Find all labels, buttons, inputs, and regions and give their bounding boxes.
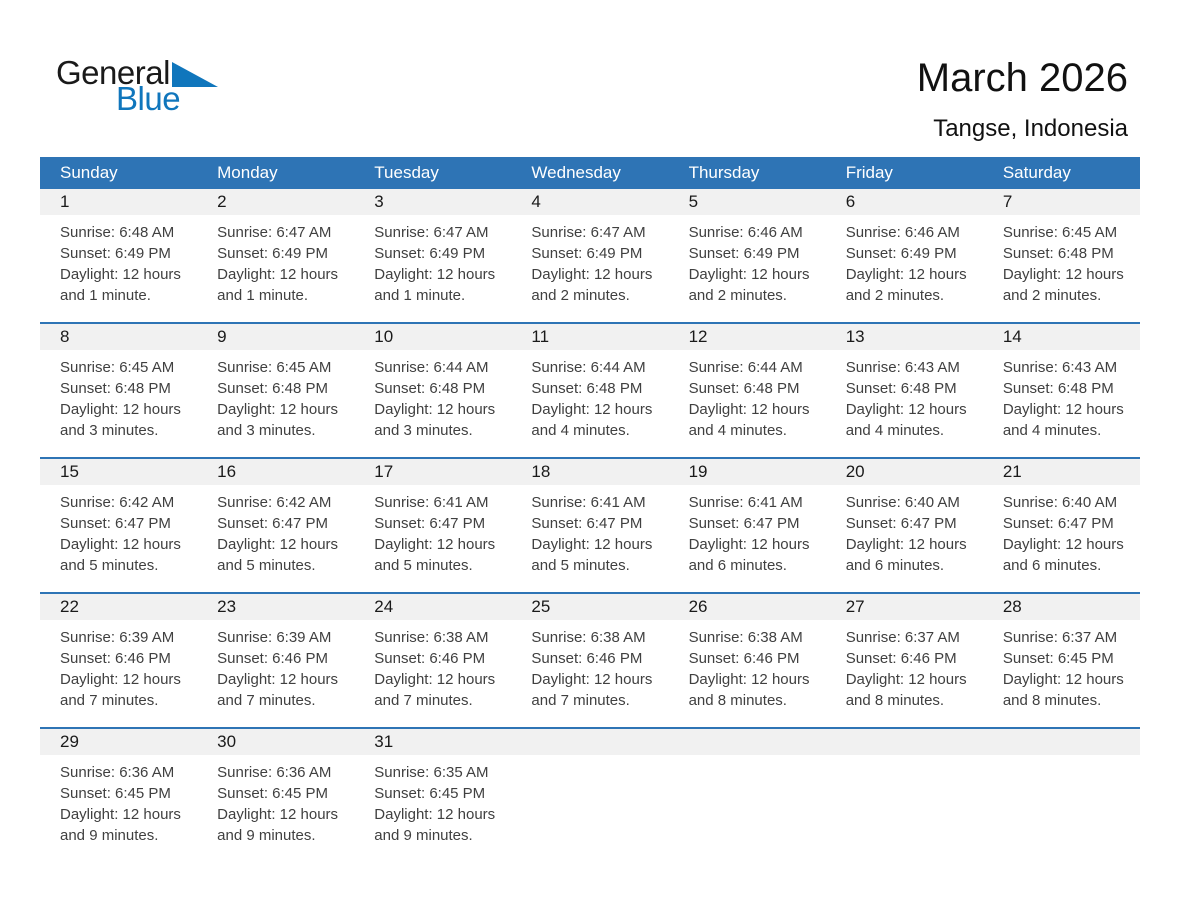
sunset-text: Sunset: 6:47 PM: [217, 515, 329, 532]
sunset-text: Sunset: 6:46 PM: [688, 650, 800, 667]
week-row-2: [40, 322, 1140, 457]
sunrise-text: Sunrise: 6:41 AM: [688, 494, 803, 511]
daylight-text-line2: and 8 minutes.: [845, 692, 945, 709]
day-sun-info: [354, 215, 511, 306]
calendar-cell-empty: [669, 729, 826, 862]
sunset-text: Sunset: 6:47 PM: [1002, 515, 1114, 532]
date-number: 27: [826, 594, 983, 620]
sunrise-text: Sunrise: 6:40 AM: [1002, 494, 1118, 511]
daylight-text-line1: Daylight: 12 hours: [374, 806, 496, 823]
calendar-cell-empty: [826, 729, 983, 862]
sunset-text: Sunset: 6:48 PM: [1002, 245, 1114, 262]
calendar-table: [40, 157, 1140, 862]
calendar-body: [40, 189, 1140, 862]
date-number: 28: [983, 594, 1140, 620]
day-sun-info: [511, 215, 668, 306]
calendar-cell-day-14: [983, 324, 1140, 457]
date-number: 8: [40, 324, 197, 350]
calendar-cell-day-5: [669, 189, 826, 322]
date-number: 26: [669, 594, 826, 620]
calendar-cell-day-25: [511, 594, 668, 727]
calendar-cell-empty: [983, 729, 1140, 862]
daylight-text-line2: and 6 minutes.: [1002, 557, 1102, 574]
daylight-text-line1: Daylight: 12 hours: [1002, 536, 1124, 553]
daylight-text-line2: and 7 minutes.: [217, 692, 316, 709]
daylight-text-line1: Daylight: 12 hours: [688, 266, 810, 283]
day-sun-info: [983, 215, 1140, 306]
daylight-text-line2: and 5 minutes.: [531, 557, 630, 574]
sunrise-text: Sunrise: 6:47 AM: [374, 224, 489, 241]
sunset-text: Sunset: 6:48 PM: [845, 380, 957, 397]
day-sun-info: [40, 755, 197, 846]
daylight-text-line2: and 4 minutes.: [845, 422, 945, 439]
date-number: 16: [197, 459, 354, 485]
sunrise-text: Sunrise: 6:36 AM: [217, 764, 332, 781]
sunrise-text: Sunrise: 6:47 AM: [531, 224, 646, 241]
sunset-text: Sunset: 6:49 PM: [374, 245, 486, 262]
calendar-cell-day-10: [354, 324, 511, 457]
daylight-text-line1: Daylight: 12 hours: [845, 401, 967, 418]
calendar-cell-day-24: [354, 594, 511, 727]
daylight-text-line1: Daylight: 12 hours: [374, 536, 496, 553]
date-number: [983, 729, 1140, 755]
sunset-text: Sunset: 6:46 PM: [217, 650, 329, 667]
date-number: 7: [983, 189, 1140, 215]
weekday-monday: Monday: [217, 163, 278, 182]
sunrise-text: Sunrise: 6:42 AM: [217, 494, 332, 511]
date-number: 5: [669, 189, 826, 215]
calendar-cell-empty: [511, 729, 668, 862]
sunrise-text: Sunrise: 6:44 AM: [531, 359, 646, 376]
sunset-text: Sunset: 6:47 PM: [531, 515, 643, 532]
calendar-cell-day-3: [354, 189, 511, 322]
sunrise-text: Sunrise: 6:45 AM: [1002, 224, 1118, 241]
sunset-text: Sunset: 6:49 PM: [217, 245, 329, 262]
weekday-saturday: Saturday: [1002, 163, 1071, 182]
daylight-text-line2: and 9 minutes.: [60, 827, 159, 844]
date-number: 11: [511, 324, 668, 350]
week-row-5: [40, 727, 1140, 862]
daylight-text-line2: and 4 minutes.: [1002, 422, 1102, 439]
daylight-text-line2: and 5 minutes.: [374, 557, 473, 574]
daylight-text-line1: Daylight: 12 hours: [1002, 401, 1124, 418]
sunset-text: Sunset: 6:48 PM: [688, 380, 800, 397]
sunset-text: Sunset: 6:48 PM: [60, 380, 171, 397]
date-number: 29: [40, 729, 197, 755]
calendar-cell-day-17: [354, 459, 511, 592]
daylight-text-line1: Daylight: 12 hours: [1002, 671, 1124, 688]
date-number: 31: [354, 729, 511, 755]
location-subtitle: Tangse, Indonesia: [933, 115, 1128, 142]
daylight-text-line1: Daylight: 12 hours: [688, 671, 810, 688]
sunset-text: Sunset: 6:47 PM: [688, 515, 800, 532]
daylight-text-line1: Daylight: 12 hours: [1002, 266, 1124, 283]
date-number: 19: [669, 459, 826, 485]
date-number: 1: [40, 189, 197, 215]
day-sun-info: [197, 215, 354, 306]
sunrise-text: Sunrise: 6:44 AM: [374, 359, 489, 376]
daylight-text-line2: and 1 minute.: [374, 287, 466, 304]
sunset-text: Sunset: 6:46 PM: [60, 650, 171, 667]
calendar-cell-day-28: [983, 594, 1140, 727]
sunset-text: Sunset: 6:47 PM: [845, 515, 957, 532]
calendar-cell-day-12: [669, 324, 826, 457]
sunrise-text: Sunrise: 6:39 AM: [217, 629, 332, 646]
daylight-text-line2: and 9 minutes.: [217, 827, 316, 844]
sunrise-text: Sunrise: 6:47 AM: [217, 224, 332, 241]
sunrise-text: Sunrise: 6:37 AM: [845, 629, 960, 646]
day-sun-info: [826, 485, 983, 576]
day-sun-info: [354, 350, 511, 441]
sunset-text: Sunset: 6:46 PM: [845, 650, 957, 667]
day-sun-info: [354, 620, 511, 711]
day-sun-info: [197, 620, 354, 711]
sunrise-text: Sunrise: 6:45 AM: [217, 359, 332, 376]
date-number: 3: [354, 189, 511, 215]
date-number: 18: [511, 459, 668, 485]
day-sun-info: [511, 350, 668, 441]
day-sun-info: [983, 620, 1140, 711]
date-number: 23: [197, 594, 354, 620]
sunrise-text: Sunrise: 6:43 AM: [845, 359, 960, 376]
sunset-text: Sunset: 6:49 PM: [531, 245, 643, 262]
date-number: 21: [983, 459, 1140, 485]
weekday-thursday: Thursday: [688, 163, 760, 182]
daylight-text-line2: and 7 minutes.: [374, 692, 473, 709]
date-number: [826, 729, 983, 755]
weekday-sunday: Sunday: [60, 163, 118, 182]
day-sun-info: [40, 485, 197, 576]
sunrise-text: Sunrise: 6:38 AM: [688, 629, 803, 646]
daylight-text-line2: and 6 minutes.: [688, 557, 787, 574]
calendar-cell-day-7: [983, 189, 1140, 322]
sunset-text: Sunset: 6:46 PM: [531, 650, 643, 667]
daylight-text-line2: and 6 minutes.: [845, 557, 945, 574]
day-sun-info: [669, 215, 826, 306]
daylight-text-line1: Daylight: 12 hours: [60, 671, 181, 688]
sunrise-text: Sunrise: 6:46 AM: [688, 224, 803, 241]
date-number: 22: [40, 594, 197, 620]
daylight-text-line1: Daylight: 12 hours: [845, 671, 967, 688]
day-sun-info: [983, 350, 1140, 441]
sunset-text: Sunset: 6:48 PM: [531, 380, 643, 397]
sunset-text: Sunset: 6:47 PM: [374, 515, 486, 532]
daylight-text-line1: Daylight: 12 hours: [60, 401, 181, 418]
date-number: 6: [826, 189, 983, 215]
daylight-text-line1: Daylight: 12 hours: [531, 266, 653, 283]
daylight-text-line1: Daylight: 12 hours: [374, 266, 496, 283]
calendar-cell-day-15: [40, 459, 197, 592]
sunset-text: Sunset: 6:45 PM: [217, 785, 329, 802]
calendar-cell-day-29: [40, 729, 197, 862]
weekday-wednesday: Wednesday: [531, 163, 621, 182]
daylight-text-line1: Daylight: 12 hours: [845, 266, 967, 283]
sunset-text: Sunset: 6:49 PM: [845, 245, 957, 262]
daylight-text-line2: and 3 minutes.: [217, 422, 316, 439]
daylight-text-line2: and 3 minutes.: [374, 422, 473, 439]
sunset-text: Sunset: 6:49 PM: [60, 245, 171, 262]
day-sun-info: [354, 485, 511, 576]
daylight-text-line1: Daylight: 12 hours: [374, 671, 496, 688]
day-sun-info: [826, 350, 983, 441]
sunrise-text: Sunrise: 6:38 AM: [531, 629, 646, 646]
daylight-text-line1: Daylight: 12 hours: [688, 536, 810, 553]
day-sun-info: [197, 485, 354, 576]
week-row-1: [40, 189, 1140, 322]
calendar-cell-day-31: [354, 729, 511, 862]
general-blue-logo: [56, 56, 218, 115]
sunrise-text: Sunrise: 6:48 AM: [60, 224, 175, 241]
daylight-text-line1: Daylight: 12 hours: [688, 401, 810, 418]
sunrise-text: Sunrise: 6:38 AM: [374, 629, 489, 646]
daylight-text-line2: and 9 minutes.: [374, 827, 473, 844]
daylight-text-line1: Daylight: 12 hours: [531, 401, 653, 418]
day-sun-info: [983, 485, 1140, 576]
page-header: [0, 0, 1188, 157]
day-sun-info: [826, 215, 983, 306]
day-sun-info: [511, 485, 668, 576]
date-number: 9: [197, 324, 354, 350]
calendar-cell-day-18: [511, 459, 668, 592]
daylight-text-line2: and 2 minutes.: [1002, 287, 1102, 304]
daylight-text-line1: Daylight: 12 hours: [217, 671, 339, 688]
date-number: 12: [669, 324, 826, 350]
weekday-tuesday: Tuesday: [374, 163, 439, 182]
sunrise-text: Sunrise: 6:46 AM: [845, 224, 960, 241]
daylight-text-line1: Daylight: 12 hours: [531, 536, 653, 553]
daylight-text-line1: Daylight: 12 hours: [217, 401, 339, 418]
daylight-text-line1: Daylight: 12 hours: [217, 266, 339, 283]
calendar-cell-day-27: [826, 594, 983, 727]
daylight-text-line2: and 8 minutes.: [688, 692, 787, 709]
daylight-text-line1: Daylight: 12 hours: [217, 806, 339, 823]
daylight-text-line1: Daylight: 12 hours: [60, 536, 181, 553]
sunrise-text: Sunrise: 6:45 AM: [60, 359, 175, 376]
sunrise-text: Sunrise: 6:36 AM: [60, 764, 175, 781]
sunset-text: Sunset: 6:48 PM: [374, 380, 486, 397]
logo-text-general: General: [56, 54, 170, 91]
date-number: 25: [511, 594, 668, 620]
weekday-header-row: [40, 157, 1140, 189]
daylight-text-line1: Daylight: 12 hours: [845, 536, 967, 553]
date-number: 20: [826, 459, 983, 485]
date-number: 15: [40, 459, 197, 485]
calendar-cell-day-19: [669, 459, 826, 592]
daylight-text-line1: Daylight: 12 hours: [217, 536, 339, 553]
calendar-cell-day-26: [669, 594, 826, 727]
daylight-text-line2: and 7 minutes.: [531, 692, 630, 709]
date-number: 13: [826, 324, 983, 350]
calendar-cell-day-2: [197, 189, 354, 322]
date-number: 24: [354, 594, 511, 620]
sunset-text: Sunset: 6:45 PM: [60, 785, 171, 802]
day-sun-info: [197, 350, 354, 441]
day-sun-info: [40, 350, 197, 441]
calendar-cell-day-8: [40, 324, 197, 457]
calendar-cell-day-13: [826, 324, 983, 457]
sunset-text: Sunset: 6:49 PM: [688, 245, 800, 262]
calendar-cell-day-23: [197, 594, 354, 727]
daylight-text-line2: and 4 minutes.: [688, 422, 787, 439]
calendar-cell-day-1: [40, 189, 197, 322]
sunrise-text: Sunrise: 6:41 AM: [531, 494, 646, 511]
daylight-text-line2: and 1 minute.: [217, 287, 309, 304]
daylight-text-line2: and 7 minutes.: [60, 692, 159, 709]
calendar-cell-day-22: [40, 594, 197, 727]
sunrise-text: Sunrise: 6:40 AM: [845, 494, 960, 511]
daylight-text-line2: and 5 minutes.: [217, 557, 316, 574]
daylight-text-line2: and 4 minutes.: [531, 422, 630, 439]
day-sun-info: [826, 620, 983, 711]
date-number: [511, 729, 668, 755]
daylight-text-line1: Daylight: 12 hours: [531, 671, 653, 688]
sunrise-text: Sunrise: 6:44 AM: [688, 359, 803, 376]
sunrise-text: Sunrise: 6:41 AM: [374, 494, 489, 511]
daylight-text-line2: and 8 minutes.: [1002, 692, 1102, 709]
date-number: 14: [983, 324, 1140, 350]
day-sun-info: [354, 755, 511, 846]
calendar-cell-day-30: [197, 729, 354, 862]
day-sun-info: [40, 215, 197, 306]
calendar-cell-day-16: [197, 459, 354, 592]
month-title: March 2026: [916, 56, 1128, 100]
daylight-text-line2: and 2 minutes.: [531, 287, 630, 304]
day-sun-info: [669, 485, 826, 576]
sunrise-text: Sunrise: 6:37 AM: [1002, 629, 1118, 646]
daylight-text-line1: Daylight: 12 hours: [374, 401, 496, 418]
daylight-text-line2: and 3 minutes.: [60, 422, 159, 439]
sunrise-text: Sunrise: 6:35 AM: [374, 764, 489, 781]
date-number: 4: [511, 189, 668, 215]
daylight-text-line2: and 1 minute.: [60, 287, 151, 304]
date-number: 10: [354, 324, 511, 350]
daylight-text-line2: and 2 minutes.: [845, 287, 945, 304]
calendar-cell-day-20: [826, 459, 983, 592]
date-number: 17: [354, 459, 511, 485]
sunset-text: Sunset: 6:47 PM: [60, 515, 171, 532]
calendar-cell-day-4: [511, 189, 668, 322]
sunrise-text: Sunrise: 6:43 AM: [1002, 359, 1118, 376]
day-sun-info: [197, 755, 354, 846]
calendar-cell-day-21: [983, 459, 1140, 592]
day-sun-info: [511, 620, 668, 711]
weekday-friday: Friday: [845, 163, 893, 182]
sunrise-text: Sunrise: 6:42 AM: [60, 494, 175, 511]
day-sun-info: [40, 620, 197, 711]
sunset-text: Sunset: 6:45 PM: [374, 785, 486, 802]
day-sun-info: [669, 350, 826, 441]
daylight-text-line1: Daylight: 12 hours: [60, 806, 181, 823]
title-block: [917, 56, 1128, 143]
week-row-3: [40, 457, 1140, 592]
sunset-text: Sunset: 6:46 PM: [374, 650, 486, 667]
sunrise-text: Sunrise: 6:39 AM: [60, 629, 175, 646]
day-sun-info: [669, 620, 826, 711]
date-number: 30: [197, 729, 354, 755]
date-number: [669, 729, 826, 755]
date-number: 2: [197, 189, 354, 215]
daylight-text-line1: Daylight: 12 hours: [60, 266, 181, 283]
calendar-cell-day-9: [197, 324, 354, 457]
sunset-text: Sunset: 6:45 PM: [1002, 650, 1114, 667]
daylight-text-line2: and 5 minutes.: [60, 557, 159, 574]
calendar-cell-day-6: [826, 189, 983, 322]
calendar-cell-day-11: [511, 324, 668, 457]
daylight-text-line2: and 2 minutes.: [688, 287, 787, 304]
sunset-text: Sunset: 6:48 PM: [217, 380, 329, 397]
logo-text-blue: Blue: [116, 80, 181, 117]
week-row-4: [40, 592, 1140, 727]
sunset-text: Sunset: 6:48 PM: [1002, 380, 1114, 397]
